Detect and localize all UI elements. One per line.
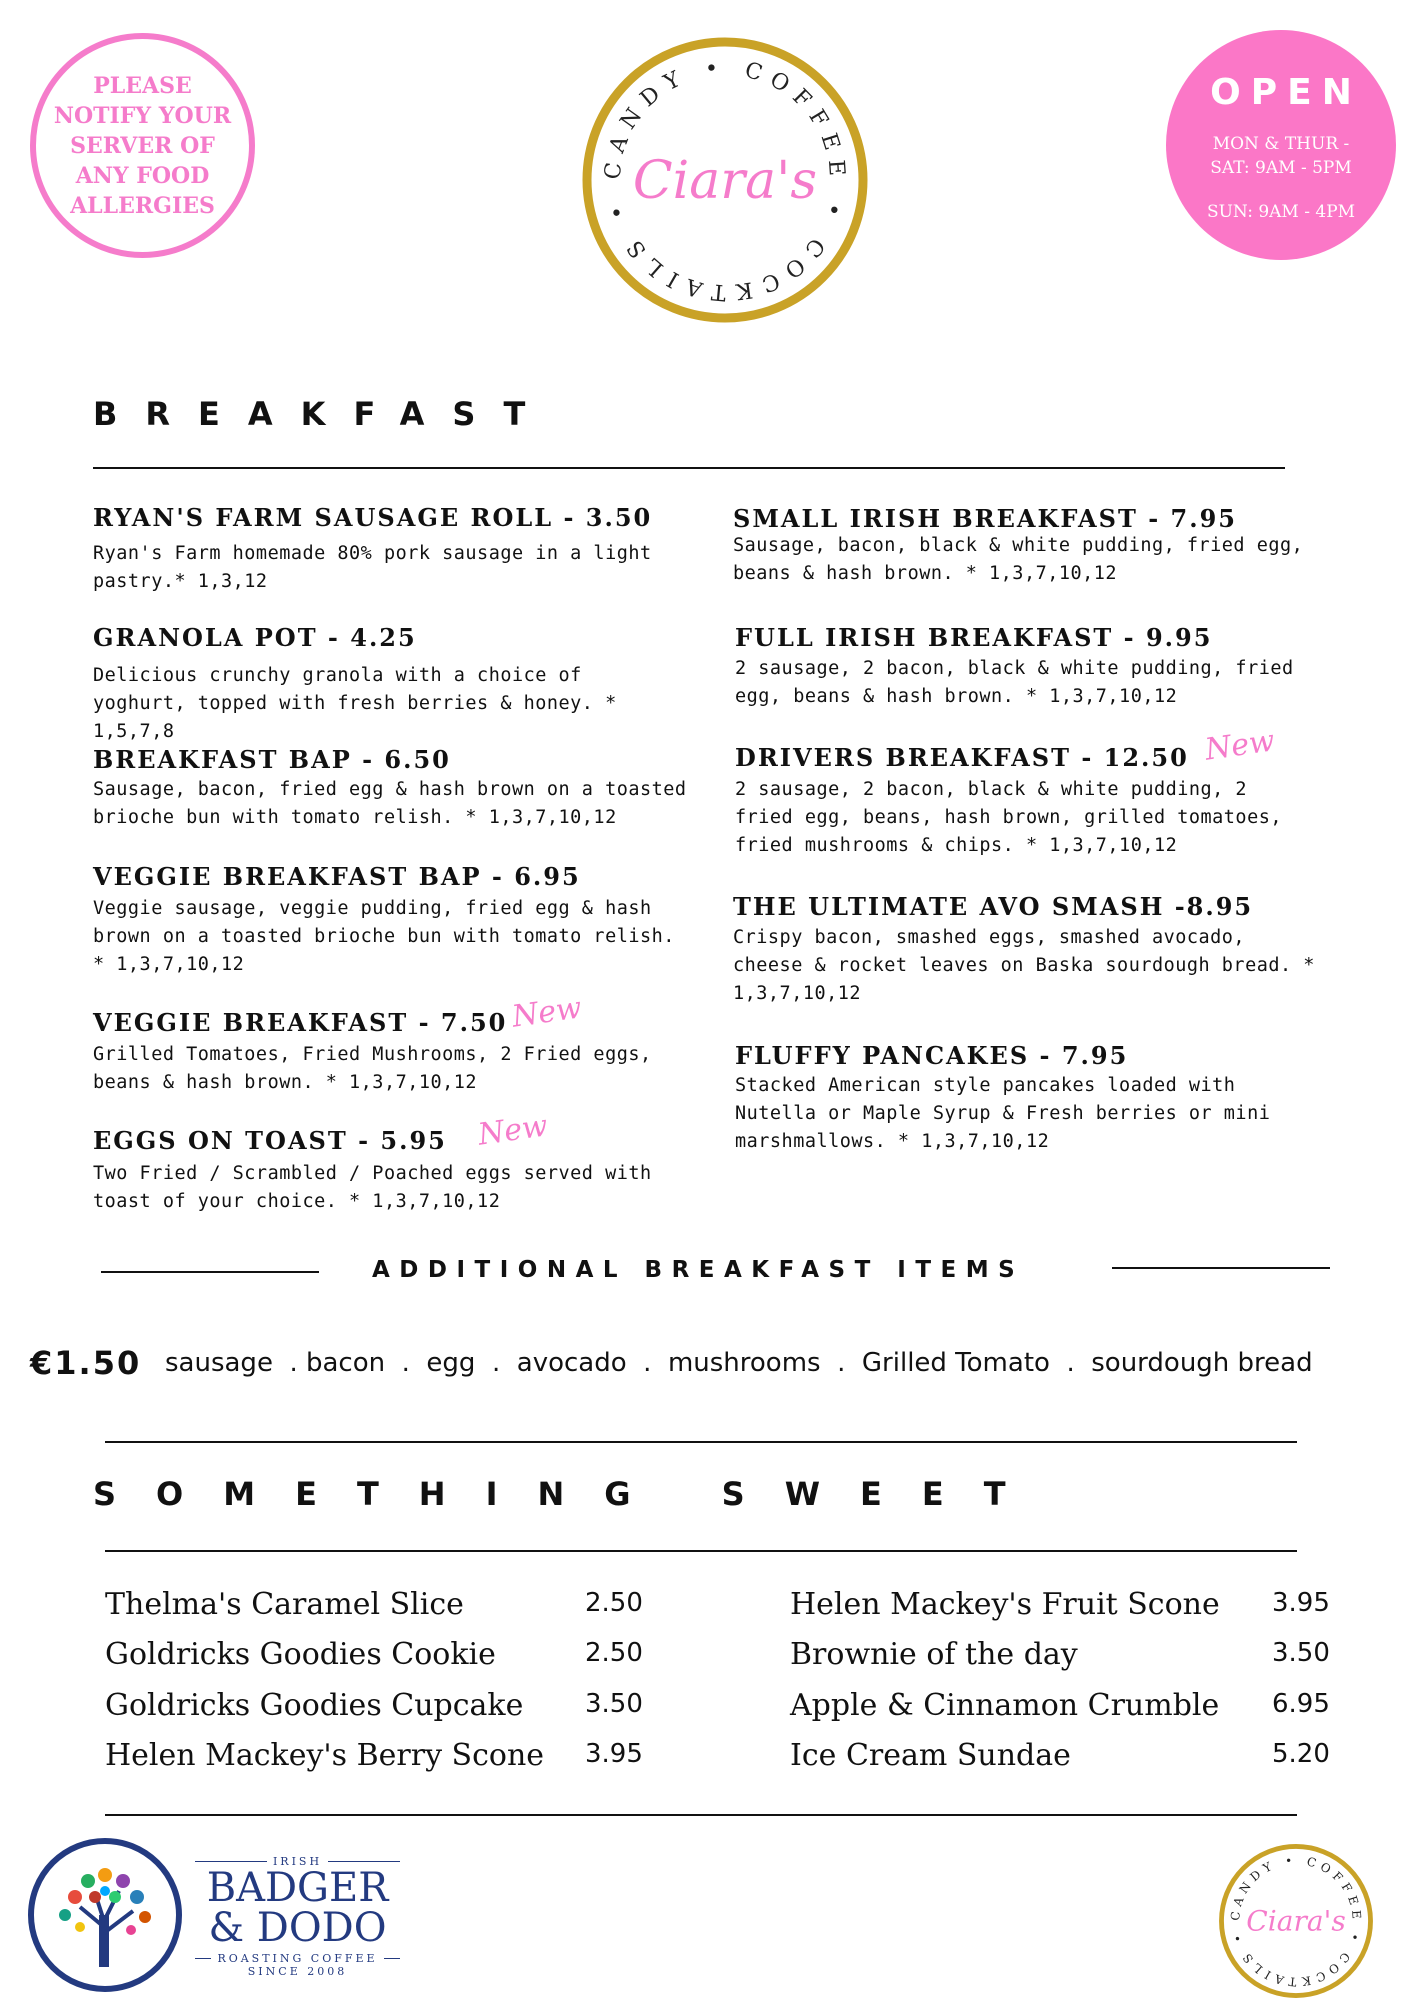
menu-item-desc: Stacked American style pancakes loaded with Nutella or Maple Syrup & Fresh berries or mini marshmallows. * 1,3,7,10,12 [735, 1075, 1271, 1152]
badger-top-label: IRISH [272, 1855, 323, 1868]
menu-item-desc: Crispy bacon, smashed eggs, smashed avocado, cheese & rocket leaves on Baska sourdough bread. * 1,3,7,10,12 [733, 927, 1315, 1004]
sweet-item-name: Goldricks Goodies Cupcake [105, 1688, 524, 1723]
sweet-item-name: Thelma's Caramel Slice [105, 1587, 464, 1622]
sweet-item-price: 3.95 [1272, 1588, 1330, 1618]
sweet-rule-bottom [105, 1814, 1297, 1816]
sunday-hours: SUN: 9AM - 4PM [1206, 202, 1356, 222]
ciaras-logo-small [1215, 1840, 1377, 2002]
logo-script-name: Ciara's [1246, 1904, 1346, 1938]
badger-divider [195, 1861, 267, 1862]
opening-hours-badge [1166, 30, 1396, 260]
menu-item-title: SMALL IRISH BREAKFAST - 7.95 [733, 504, 1237, 533]
sweet-item-name: Helen Mackey's Fruit Scone [790, 1587, 1220, 1622]
badger-divider [384, 1958, 400, 1959]
badger-since: SINCE 2008 [247, 1965, 348, 1978]
menu-item-title: FLUFFY PANCAKES - 7.95 [735, 1041, 1129, 1070]
badger-divider [195, 1958, 211, 1959]
breakfast-heading: BREAKFAST [93, 395, 554, 433]
menu-item-desc: Sausage, bacon, fried egg & hash brown on a toasted brioche bun with tomato relish. * 1,3,7,10,12 [93, 779, 687, 828]
logo-script-name: Ciara's [632, 151, 818, 211]
additional-items-heading: ADDITIONAL BREAKFAST ITEMS [372, 1257, 1025, 1283]
menu-item-desc: Veggie sausage, veggie pudding, fried egg & hash brown on a toasted brioche bun with tomato relish. * 1,3,7,10,12 [93, 898, 675, 975]
weekday-hours: MON & THUR - SAT: 9AM - 5PM [1210, 134, 1352, 178]
ciaras-logo [575, 30, 875, 330]
menu-item-title: FULL IRISH BREAKFAST - 9.95 [735, 623, 1213, 652]
menu-item-desc: 2 sausage, 2 bacon, black & white pudding, fried egg, beans & hash brown. * 1,3,7,10,12 [735, 658, 1294, 707]
additional-rule-right [1112, 1267, 1330, 1269]
allergy-notice-badge [30, 33, 255, 258]
additional-items-list: sausage . bacon . egg . avocado . mushrooms . Grilled Tomato . sourdough bread [165, 1348, 1313, 1378]
sweet-rule-top [105, 1441, 1297, 1443]
sweet-item-price: 6.95 [1272, 1689, 1330, 1719]
menu-item-title: VEGGIE BREAKFAST BAP - 6.95 [93, 862, 581, 891]
badger-divider [328, 1861, 400, 1862]
new-badge: New [509, 990, 584, 1035]
breakfast-rule [93, 467, 1285, 469]
new-badge: New [1202, 723, 1277, 768]
sweet-rule-middle [105, 1550, 1297, 1552]
additional-rule-left [101, 1271, 319, 1273]
sweet-item-name: Helen Mackey's Berry Scone [105, 1738, 545, 1773]
sweet-item-name: Goldricks Goodies Cookie [105, 1637, 496, 1672]
menu-item-desc: Grilled Tomatoes, Fried Mushrooms, 2 Fried eggs, beans & hash brown. * 1,3,7,10,12 [93, 1044, 652, 1093]
logo-ring-text: CANDY • COFFEE • COCKTAILS • [600, 55, 850, 305]
sweet-item-price: 3.95 [585, 1739, 643, 1769]
menu-item-title: EGGS ON TOAST - 5.95 [93, 1126, 447, 1155]
badger-tagline-row [195, 1952, 400, 1965]
open-title: OPEN [1210, 72, 1362, 113]
sweet-item-price: 2.50 [585, 1588, 643, 1618]
badger-name-line1: BADGER [206, 1865, 389, 1911]
sweet-item-price: 3.50 [585, 1689, 643, 1719]
menu-item-title: RYAN'S FARM SAUSAGE ROLL - 3.50 [93, 503, 653, 532]
badger-tagline: ROASTING COFFEE [217, 1952, 378, 1965]
menu-item-desc: Delicious crunchy granola with a choice of yoghurt, topped with fresh berries & honey. * 1,5,7,8 [93, 665, 617, 742]
menu-item-desc: Two Fried / Scrambled / Poached eggs served with toast of your choice. * 1,3,7,10,12 [93, 1163, 652, 1212]
badger-name-line2: & DODO [208, 1905, 387, 1951]
menu-item-desc: 2 sausage, 2 bacon, black & white pudding, 2 fried egg, beans, hash brown, grilled tomatoes, fried mushrooms & chips. * 1,3,7,10,12 [735, 779, 1282, 856]
menu-item-title: DRIVERS BREAKFAST - 12.50 [735, 743, 1189, 772]
logo-ring-text: CANDY • COFFEE • COCKTAILS • [1227, 1853, 1365, 1990]
new-badge: New [475, 1108, 550, 1153]
badger-dodo-logo [195, 1855, 400, 1978]
menu-item-title: VEGGIE BREAKFAST - 7.50 [93, 1008, 508, 1037]
menu-item-desc: Sausage, bacon, black & white pudding, fried egg, beans & hash brown. * 1,3,7,10,12 [733, 535, 1304, 584]
menu-item-title: THE ULTIMATE AVO SMASH -8.95 [733, 892, 1254, 921]
menu-item-title: GRANOLA POT - 4.25 [93, 623, 417, 652]
sweet-item-price: 3.50 [1272, 1638, 1330, 1668]
sweet-item-name: Ice Cream Sundae [790, 1738, 1071, 1773]
sweet-item-name: Brownie of the day [790, 1637, 1078, 1672]
allergy-notice-text: PLEASE NOTIFY YOUR SERVER OF ANY FOOD ALLERGIES [53, 72, 232, 219]
sweet-heading: SOMETHING SWEET [93, 1475, 1046, 1513]
menu-item-desc: Ryan's Farm homemade 80% pork sausage in a light pastry.* 1,3,12 [93, 543, 652, 592]
tree-emblem-icon [25, 1835, 185, 1995]
additional-price: €1.50 [30, 1344, 142, 1382]
sweet-item-name: Apple & Cinnamon Crumble [790, 1688, 1220, 1723]
menu-item-title: BREAKFAST BAP - 6.50 [93, 745, 451, 774]
sweet-item-price: 2.50 [585, 1638, 643, 1668]
sweet-item-price: 5.20 [1272, 1739, 1330, 1769]
